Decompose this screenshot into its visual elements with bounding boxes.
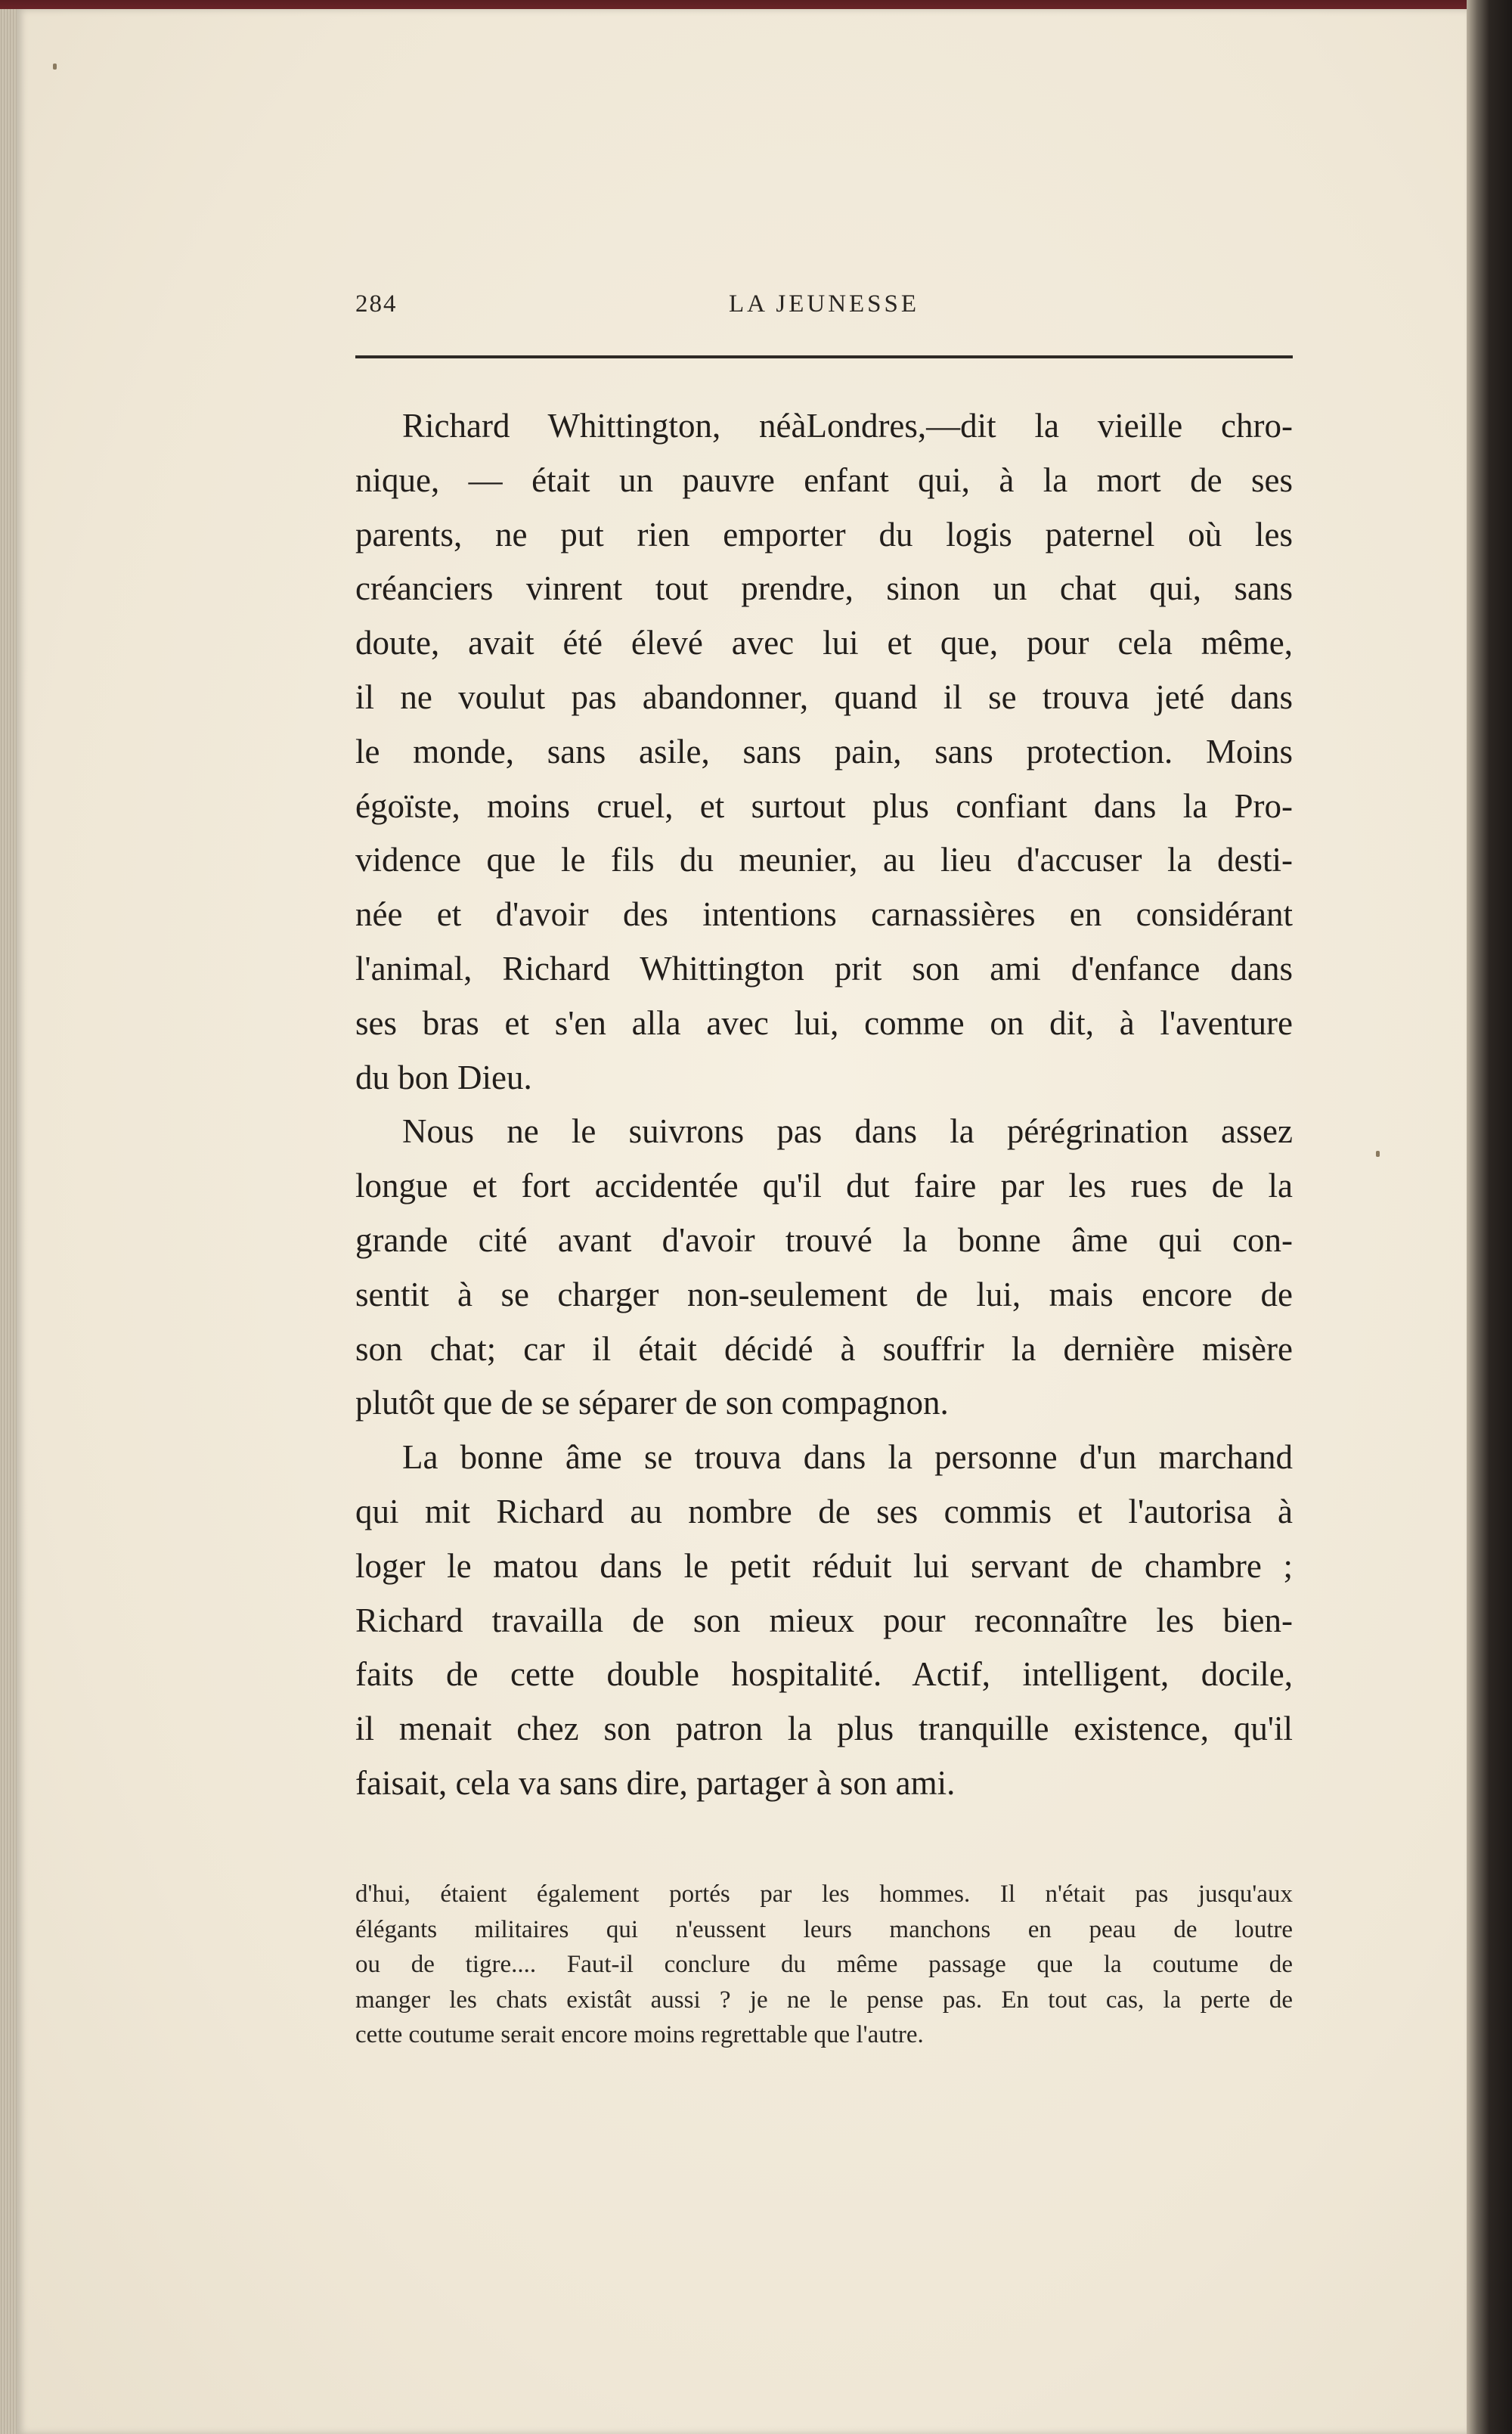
- text-line: doute, avait été élevé avec lui et que, pour cela même,: [355, 624, 1293, 662]
- paper-speck: [53, 64, 57, 70]
- text-line: faisait, cela va sans dire, partager à son ami.: [355, 1763, 956, 1802]
- text-line: vidence que le fils du meunier, au lieu d'accuser la desti-: [355, 841, 1293, 879]
- text-line: du bon Dieu.: [355, 1058, 532, 1096]
- text-line: sentit à se charger non-seulement de lui, mais encore de: [355, 1275, 1293, 1313]
- text-line: grande cité avant d'avoir trouvé la bonne âme qui con-: [355, 1220, 1293, 1259]
- text-line: égoïste, moins cruel, et surtout plus confiant dans la Pro-: [355, 786, 1293, 825]
- text-line: longue et fort accidentée qu'il dut faire par les rues de la: [355, 1167, 1293, 1205]
- text-line: loger le matou dans le petit réduit lui servant de chambre ;: [355, 1546, 1293, 1585]
- running-header: [355, 290, 1293, 325]
- footnote-line: d'hui, étaient également portés par les hommes. Il n'était pas jusqu'aux: [355, 1881, 1293, 1908]
- text-line: parents, ne put rien emporter du logis paternel où les: [355, 515, 1293, 553]
- paper-speck: [1376, 1151, 1380, 1157]
- text-line: Nous ne le suivrons pas dans la pérégrination assez: [402, 1112, 1293, 1151]
- footnote-line: manger les chats existât aussi ? je ne le pense pas. En tout cas, la perte de: [355, 1986, 1293, 2014]
- text-line: Richard travailla de son mieux pour reconnaître les bien-: [355, 1601, 1293, 1639]
- text-line: qui mit Richard au nombre de ses commis et l'autorisa à: [355, 1492, 1293, 1530]
- text-line: plutôt que de se séparer de son compagnon.: [355, 1384, 949, 1422]
- running-title: LA JEUNESSE: [728, 290, 920, 318]
- text-line: La bonne âme se trouva dans la personne d'un marchand: [402, 1438, 1293, 1477]
- book-edge-right: [1467, 0, 1512, 2434]
- footnote: [355, 1877, 1293, 2053]
- text-line: nique, — était un pauvre enfant qui, à la mort de ses: [355, 460, 1293, 499]
- text-line: créanciers vinrent tout prendre, sinon un chat qui, sans: [355, 569, 1293, 608]
- book-edge-left: [0, 9, 17, 2434]
- text-line: ses bras et s'en alla avec lui, comme on dit, à l'aventure: [355, 1003, 1293, 1042]
- page-number: 284: [355, 290, 398, 318]
- footnote-line: cette coutume serait encore moins regrettable que l'autre.: [355, 2021, 924, 2049]
- text-line: il ne voulut pas abandonner, quand il se trouva jeté dans: [355, 677, 1293, 716]
- text-line: née et d'avoir des intentions carnassières en considérant: [355, 895, 1293, 934]
- footnote-line: ou de tigre.... Faut-il conclure du même passage que la coutume de: [355, 1951, 1293, 1979]
- text-line: faits de cette double hospitalité. Actif, intelligent, docile,: [355, 1655, 1293, 1694]
- header-rule: [355, 355, 1293, 358]
- text-line: le monde, sans asile, sans pain, sans protection. Moins: [355, 732, 1293, 771]
- body-text: [355, 399, 1293, 1811]
- text-line: son chat; car il était décidé à souffrir la dernière misère: [355, 1329, 1293, 1368]
- text-line: il menait chez son patron la plus tranquille existence, qu'il: [355, 1710, 1293, 1748]
- text-line: Richard Whittington, néàLondres,—dit la vieille chro-: [402, 407, 1293, 445]
- footnote-line: élégants militaires qui n'eussent leurs manchons en peau de loutre: [355, 1915, 1293, 1943]
- text-line: l'animal, Richard Whittington prit son ami d'enfance dans: [355, 949, 1293, 988]
